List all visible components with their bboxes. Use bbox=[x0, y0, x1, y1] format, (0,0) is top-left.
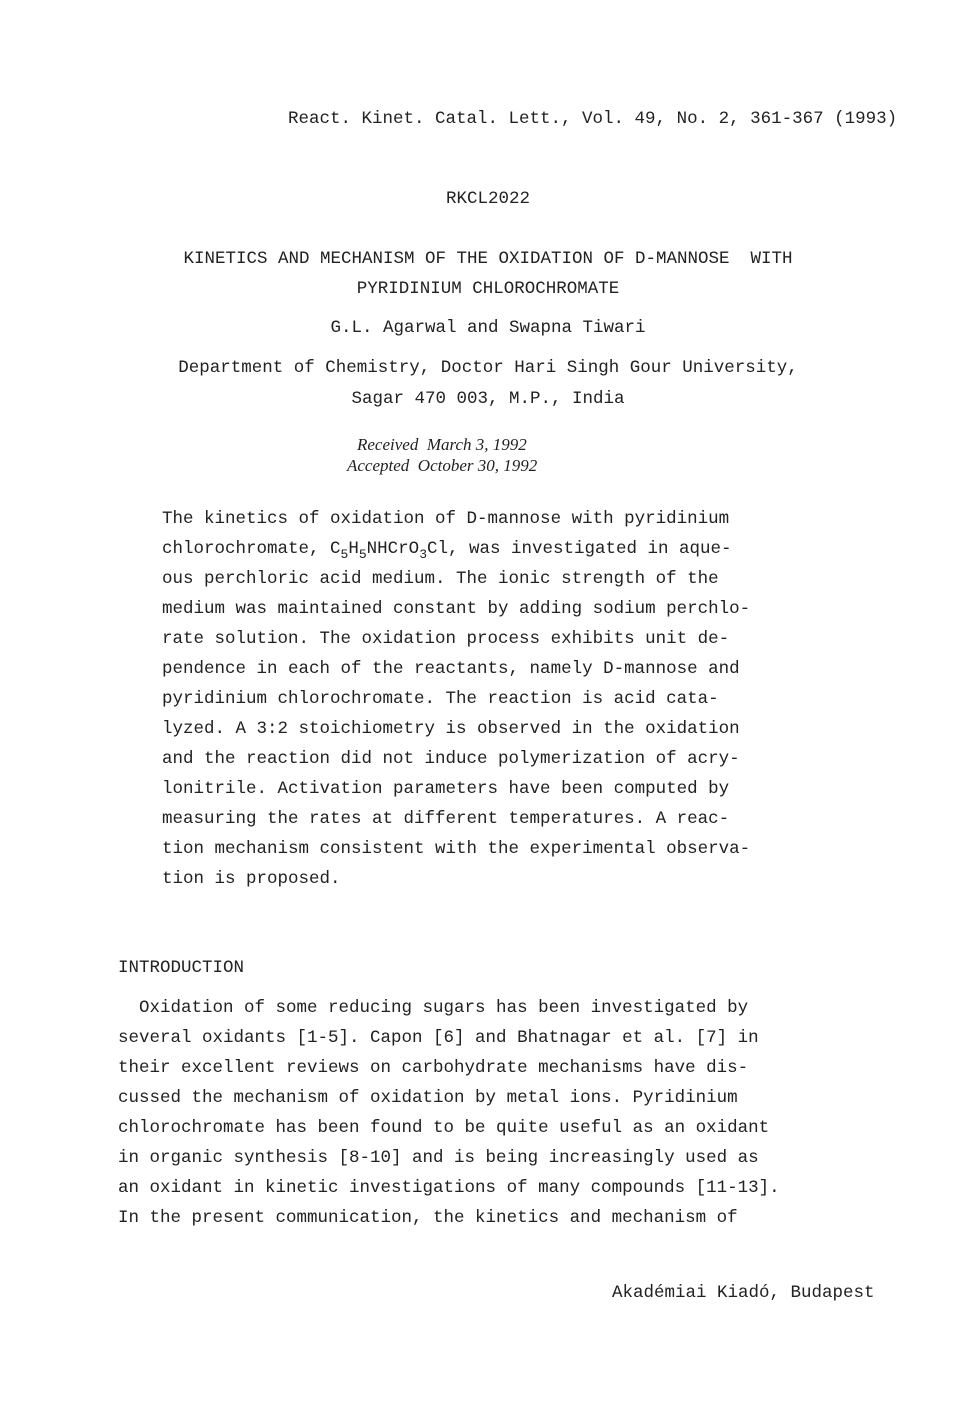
title-line-1: KINETICS AND MECHANISM OF THE OXIDATION OF D-MANNOSE WITH bbox=[183, 249, 793, 269]
abstract-line: tion is proposed. bbox=[162, 869, 341, 889]
intro-line: chlorochromate has been found to be quite useful as an oxidant bbox=[118, 1118, 770, 1138]
abstract-line: lonitrile. Activation parameters have been computed by bbox=[162, 779, 730, 799]
intro-line: an oxidant in kinetic investigations of many compounds [11-13]. bbox=[118, 1178, 780, 1198]
abstract-line: measuring the rates at different temperatures. A reac- bbox=[162, 809, 730, 829]
abstract-line: lyzed. A 3:2 stoichiometry is observed in the oxidation bbox=[162, 719, 740, 739]
article-code: RKCL2022 bbox=[445, 189, 530, 209]
abstract bbox=[162, 504, 750, 894]
abstract-line-formula bbox=[162, 534, 750, 564]
intro-line: several oxidants [1-5]. Capon [6] and Bhatnagar et al. [7] in bbox=[118, 1028, 759, 1048]
received-date: Received March 3, 1992 bbox=[357, 435, 527, 454]
abstract-line: and the reaction did not induce polymerization of acry- bbox=[162, 749, 740, 769]
abstract-line: pendence in each of the reactants, namely D-mannose and bbox=[162, 659, 740, 679]
abstract-line: tion mechanism consistent with the experimental observa- bbox=[162, 839, 751, 859]
publisher-footer: Akadémiai Kiadó, Budapest bbox=[612, 1283, 875, 1303]
abstract-line: The kinetics of oxidation of D-mannose with pyridinium bbox=[162, 509, 730, 529]
formula-sub-1: 5 bbox=[340, 547, 349, 562]
journal-citation: React. Kinet. Catal. Lett., Vol. 49, No. 2, 361-367 (1993) bbox=[288, 109, 898, 129]
intro-line: their excellent reviews on carbohydrate mechanisms have dis- bbox=[118, 1058, 749, 1078]
formula-post: Cl, was investigated in aque- bbox=[427, 539, 732, 559]
affiliation-line-1: Department of Chemistry, Doctor Hari Singh Gour University, bbox=[178, 358, 798, 378]
intro-line: In the present communication, the kinetics and mechanism of bbox=[118, 1208, 738, 1228]
authors: G.L. Agarwal and Swapna Tiwari bbox=[330, 318, 646, 338]
intro-line: Oxidation of some reducing sugars has been investigated by bbox=[118, 998, 749, 1018]
title-line-2: PYRIDINIUM CHLOROCHROMATE bbox=[356, 279, 620, 299]
formula-pre: chlorochromate, C bbox=[162, 539, 341, 559]
intro-line: in organic synthesis [8-10] and is being increasingly used as bbox=[118, 1148, 759, 1168]
abstract-line: pyridinium chlorochromate. The reaction is acid cata- bbox=[162, 689, 719, 709]
abstract-line: medium was maintained constant by adding sodium perchlo- bbox=[162, 599, 751, 619]
accepted-date: Accepted October 30, 1992 bbox=[347, 456, 538, 475]
section-heading-introduction: INTRODUCTION bbox=[118, 958, 245, 978]
intro-line: cussed the mechanism of oxidation by metal ions. Pyridinium bbox=[118, 1088, 738, 1108]
formula-sub-3: 3 bbox=[419, 547, 427, 562]
formula-mid-1: H bbox=[348, 539, 359, 559]
abstract-line: rate solution. The oxidation process exhibits unit de- bbox=[162, 629, 730, 649]
abstract-line: ous perchloric acid medium. The ionic strength of the bbox=[162, 569, 719, 589]
introduction-body bbox=[118, 993, 780, 1233]
formula-sub-2: 5 bbox=[358, 547, 367, 562]
formula-mid-2: NHCrO bbox=[366, 539, 420, 559]
affiliation-line-2: Sagar 470 003, M.P., India bbox=[351, 389, 625, 409]
